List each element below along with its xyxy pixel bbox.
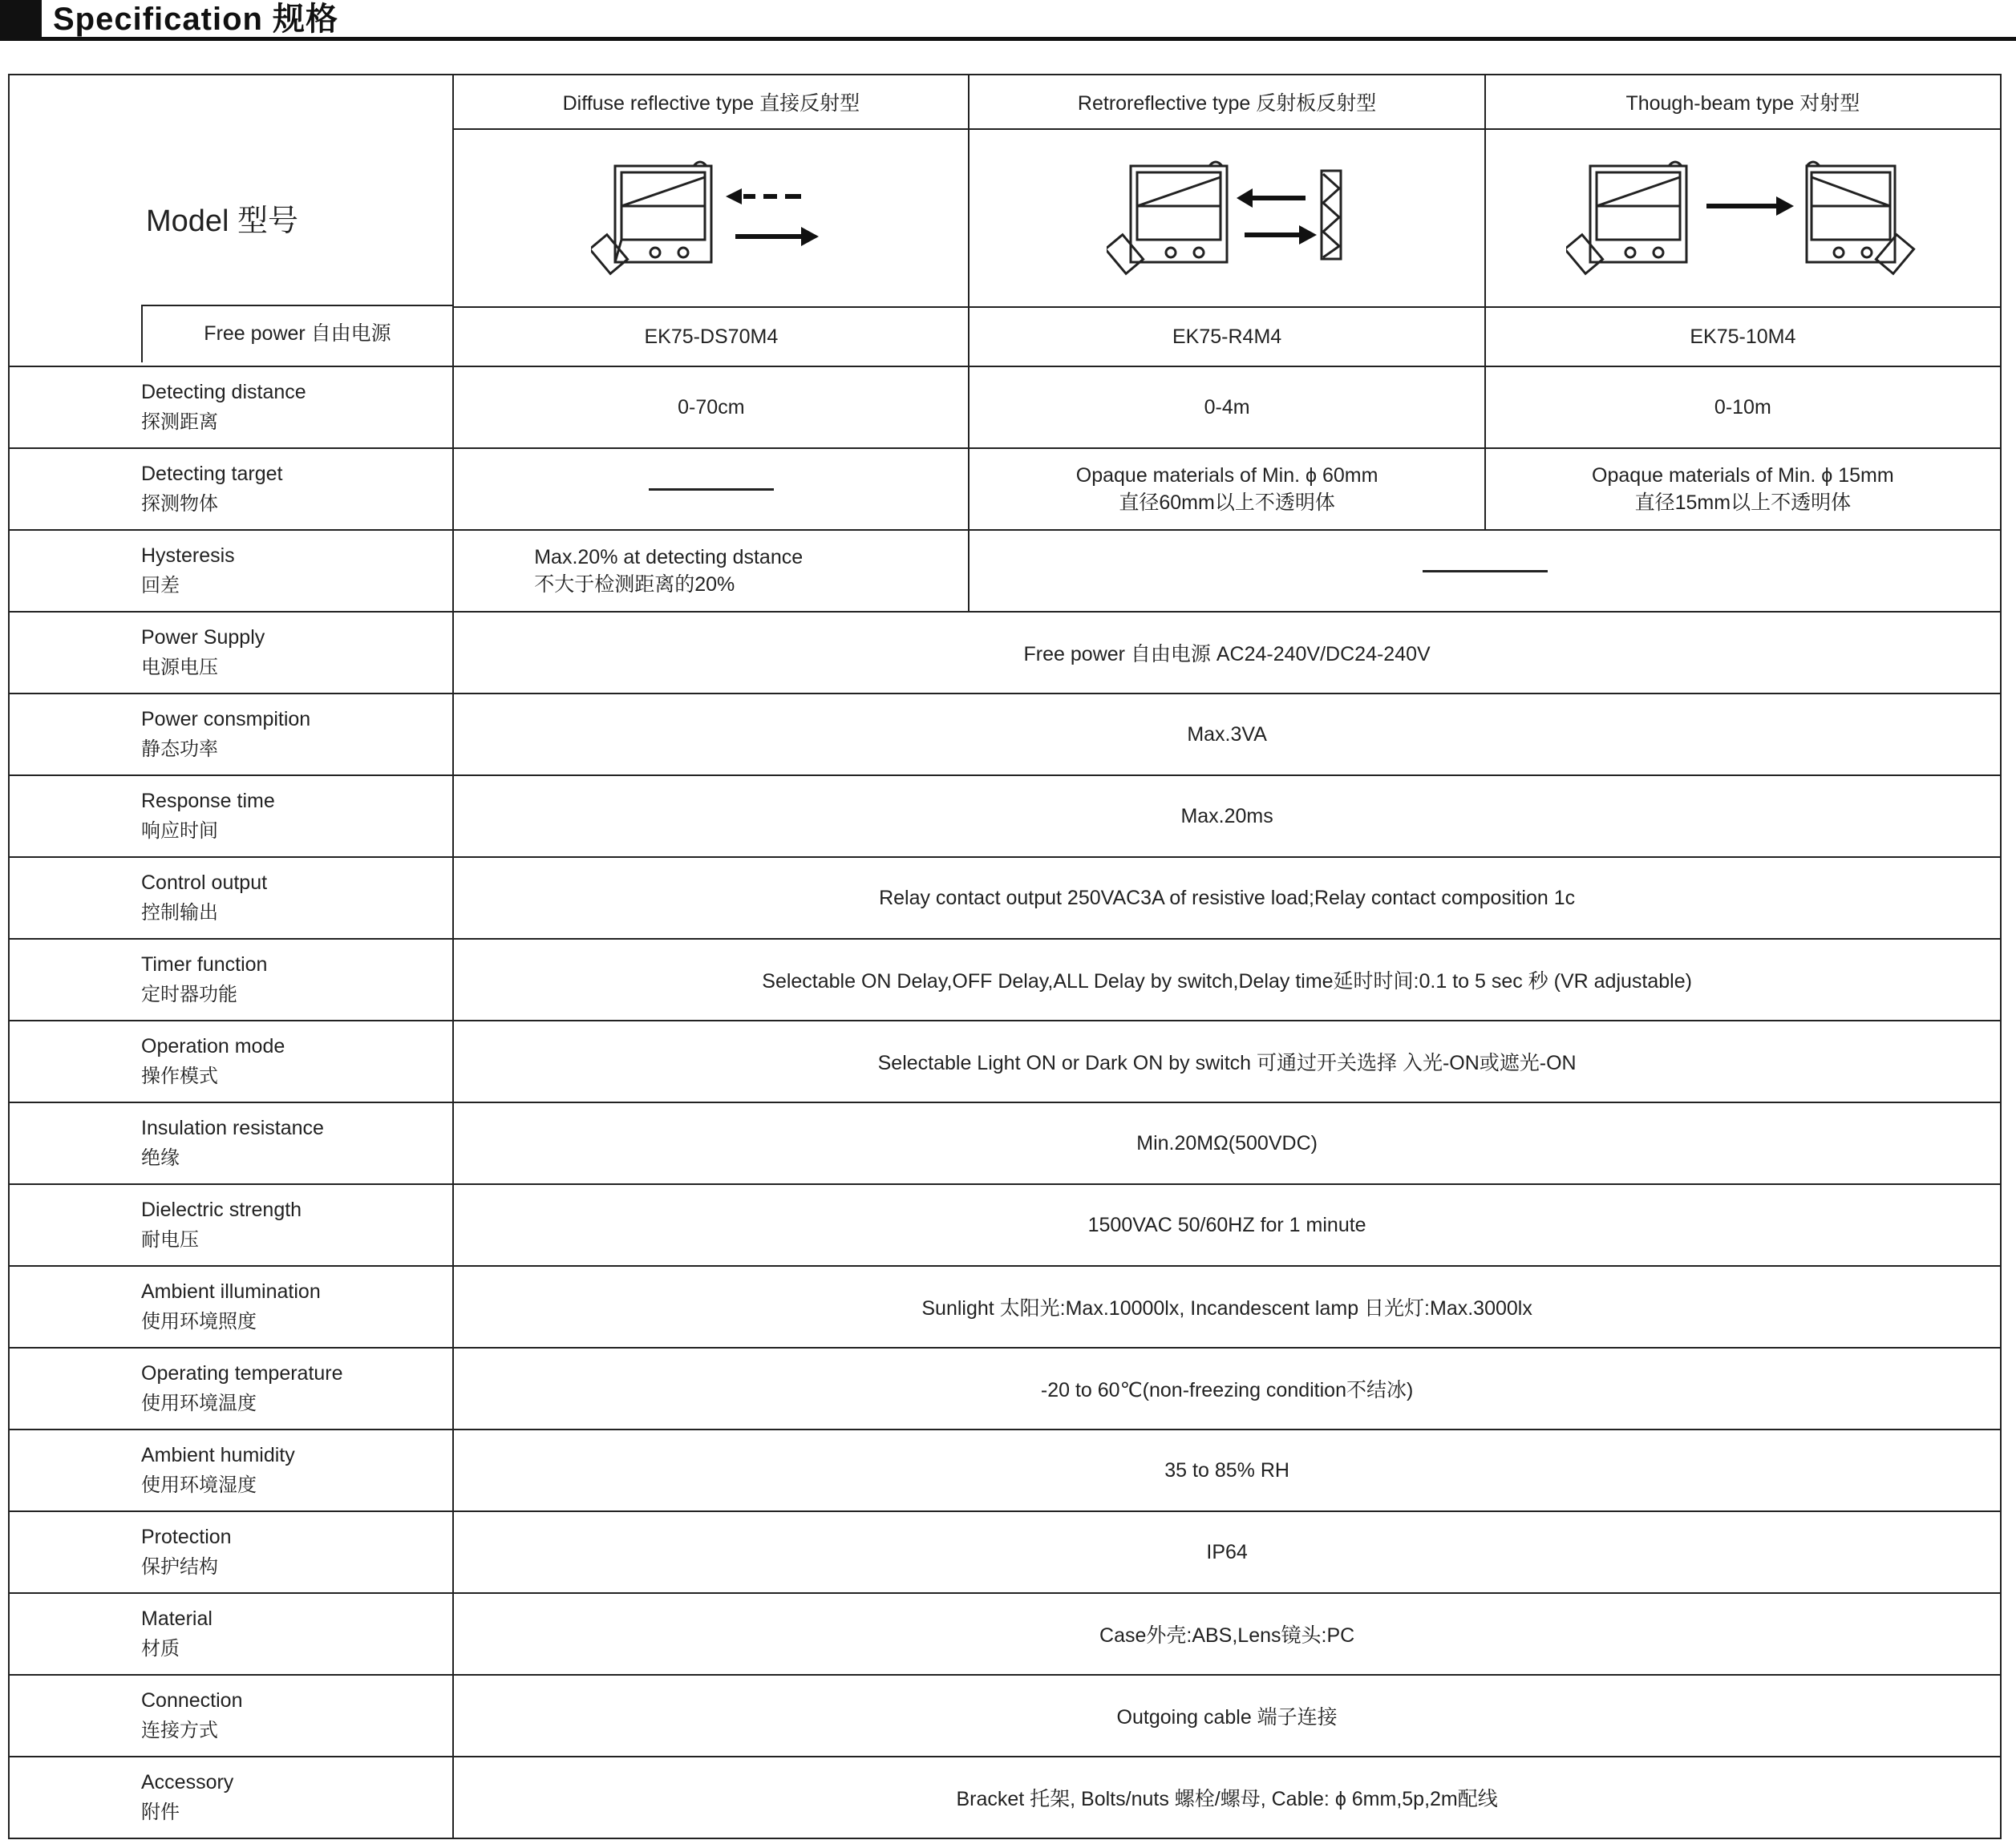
value-all: Case外壳:ABS,Lens镜头:PC <box>453 1593 2001 1675</box>
value-all: -20 to 60℃(non-freezing condition不结冰) <box>453 1348 2001 1430</box>
label-zh: 绝缘 <box>141 1147 180 1169</box>
row-protection <box>9 1511 2001 1593</box>
row-timer-function <box>9 939 2001 1021</box>
label-zh: 附件 <box>141 1802 180 1823</box>
label-en: Ambient humidity <box>141 1444 295 1466</box>
spec-table <box>8 74 2002 1839</box>
row-ambient-humidity <box>9 1430 2001 1511</box>
value-all: Selectable ON Delay,OFF Delay,ALL Delay by switch,Delay time延时时间:0.1 to 5 sec 秒 (VR adjustable) <box>453 939 2001 1021</box>
title-bar <box>0 0 2016 42</box>
page-title: Specification 规格 <box>53 2 339 37</box>
value-zh: 不大于检测距离的20% <box>534 573 735 596</box>
label-en: Power consmpition <box>141 708 311 730</box>
through-image-cell <box>1485 129 2001 307</box>
value-all: Bracket 托架, Bolts/nuts 螺栓/螺母, Cable: ϕ 6mm,5p,2m配线 <box>453 1757 2001 1838</box>
label-zh: 操作模式 <box>141 1066 218 1087</box>
row-control-output <box>9 857 2001 939</box>
row-label <box>9 448 453 530</box>
label-en: Hysteresis <box>141 544 235 567</box>
diffuse-sensor-icon <box>591 158 832 278</box>
label-en: Timer function <box>141 953 268 976</box>
row-label <box>9 1675 453 1757</box>
row-label <box>9 1430 453 1511</box>
label-zh: 使用环境照度 <box>141 1311 257 1332</box>
row-insulation-resistance <box>9 1102 2001 1184</box>
row-label <box>9 612 453 694</box>
through-beam-sensor-icon <box>1566 158 1919 278</box>
model-cell <box>9 75 453 366</box>
value-all: 1500VAC 50/60HZ for 1 minute <box>453 1184 2001 1266</box>
model-label: Model 型号 <box>146 204 299 238</box>
type-through-beam: Though-beam type 对射型 <box>1485 75 2001 129</box>
value-all: Max.20ms <box>453 775 2001 857</box>
label-en: Connection <box>141 1689 243 1712</box>
label-en: Detecting target <box>141 463 283 485</box>
label-zh: 使用环境温度 <box>141 1393 257 1414</box>
row-material <box>9 1593 2001 1675</box>
row-label <box>9 1348 453 1430</box>
row-operation-mode <box>9 1021 2001 1102</box>
label-en: Dielectric strength <box>141 1199 302 1221</box>
value-all: 35 to 85% RH <box>453 1430 2001 1511</box>
label-zh: 使用环境湿度 <box>141 1474 257 1496</box>
label-zh: 控制输出 <box>141 902 218 924</box>
model-diffuse: EK75-DS70M4 <box>453 307 969 366</box>
row-hysteresis <box>9 530 2001 612</box>
title-block-mark <box>0 0 42 38</box>
dash-line <box>1423 570 1548 572</box>
title-rule <box>0 37 2016 41</box>
label-zh: 静态功率 <box>141 738 218 760</box>
value-other-none <box>969 530 2001 612</box>
row-label <box>9 1511 453 1593</box>
model-retro: EK75-R4M4 <box>969 307 1484 366</box>
diffuse-image-cell <box>453 129 969 307</box>
value-all: Sunlight 太阳光:Max.10000lx, Incandescent lamp 日光灯:Max.3000lx <box>453 1266 2001 1348</box>
label-en: Control output <box>141 871 268 894</box>
label-zh: 连接方式 <box>141 1720 218 1741</box>
type-header-row <box>9 75 2001 129</box>
value-zh: 直径60mm以上不透明体 <box>1119 491 1335 514</box>
row-response-time <box>9 775 2001 857</box>
value-all: Max.3VA <box>453 694 2001 775</box>
row-ambient-illumination <box>9 1266 2001 1348</box>
row-label <box>9 1102 453 1184</box>
row-power-consumption <box>9 694 2001 775</box>
value-zh: 直径15mm以上不透明体 <box>1634 491 1852 514</box>
value-through: 0-10m <box>1485 366 2001 448</box>
value-all: Selectable Light ON or Dark ON by switch 可通过开关选择 入光-ON或遮光-ON <box>453 1021 2001 1102</box>
row-label <box>9 775 453 857</box>
row-accessory <box>9 1757 2001 1838</box>
retroreflective-sensor-icon <box>1107 158 1347 278</box>
row-power-supply <box>9 612 2001 694</box>
row-label <box>9 1757 453 1838</box>
label-en: Accessory <box>141 1771 234 1793</box>
label-zh: 探测物体 <box>141 493 218 515</box>
label-zh: 保护结构 <box>141 1556 218 1578</box>
dash-line <box>649 488 774 491</box>
row-label <box>9 1266 453 1348</box>
value-all: Free power 自由电源 AC24-240V/DC24-240V <box>453 612 2001 694</box>
row-label <box>9 1184 453 1266</box>
label-en: Protection <box>141 1526 232 1548</box>
label-zh: 探测距离 <box>141 411 218 433</box>
row-dielectric-strength <box>9 1184 2001 1266</box>
value-en: Opaque materials of Min. ϕ 15mm <box>1592 464 1894 487</box>
row-label <box>9 1021 453 1102</box>
label-en: Detecting distance <box>141 381 306 403</box>
retro-image-cell <box>969 129 1484 307</box>
value-all: Min.20MΩ(500VDC) <box>453 1102 2001 1184</box>
row-detecting-distance <box>9 366 2001 448</box>
value-through <box>1485 448 2001 530</box>
label-zh: 响应时间 <box>141 820 218 842</box>
label-en: Response time <box>141 790 275 812</box>
value-retro <box>969 448 1484 530</box>
label-en: Operation mode <box>141 1035 285 1057</box>
type-retroreflective: Retroreflective type 反射板反射型 <box>969 75 1484 129</box>
label-zh: 材质 <box>141 1638 180 1660</box>
label-en: Ambient illumination <box>141 1280 321 1303</box>
row-label <box>9 1593 453 1675</box>
value-diffuse: 0-70cm <box>453 366 969 448</box>
value-all: Outgoing cable 端子连接 <box>453 1675 2001 1757</box>
label-en: Material <box>141 1607 213 1630</box>
label-en: Power Supply <box>141 626 265 649</box>
label-en: Insulation resistance <box>141 1117 324 1139</box>
value-all: Relay contact output 250VAC3A of resistive load;Relay contact composition 1c <box>453 857 2001 939</box>
label-en: Operating temperature <box>141 1362 343 1385</box>
row-operating-temperature <box>9 1348 2001 1430</box>
value-diffuse <box>453 530 969 612</box>
row-label <box>9 366 453 448</box>
row-label <box>9 694 453 775</box>
row-label <box>9 939 453 1021</box>
label-zh: 电源电压 <box>141 657 218 678</box>
model-through: EK75-10M4 <box>1485 307 2001 366</box>
value-all: IP64 <box>453 1511 2001 1593</box>
label-zh: 回差 <box>141 575 180 596</box>
row-label <box>9 530 453 612</box>
value-diffuse-none <box>453 448 969 530</box>
row-label <box>9 857 453 939</box>
free-power-label: Free power 自由电源 <box>141 305 452 362</box>
value-en: Opaque materials of Min. ϕ 60mm <box>1075 464 1378 487</box>
value-en: Max.20% at detecting dstance <box>534 546 804 568</box>
label-zh: 定时器功能 <box>141 984 237 1005</box>
type-diffuse: Diffuse reflective type 直接反射型 <box>453 75 969 129</box>
value-retro: 0-4m <box>969 366 1484 448</box>
row-connection <box>9 1675 2001 1757</box>
label-zh: 耐电压 <box>141 1229 199 1251</box>
row-detecting-target <box>9 448 2001 530</box>
